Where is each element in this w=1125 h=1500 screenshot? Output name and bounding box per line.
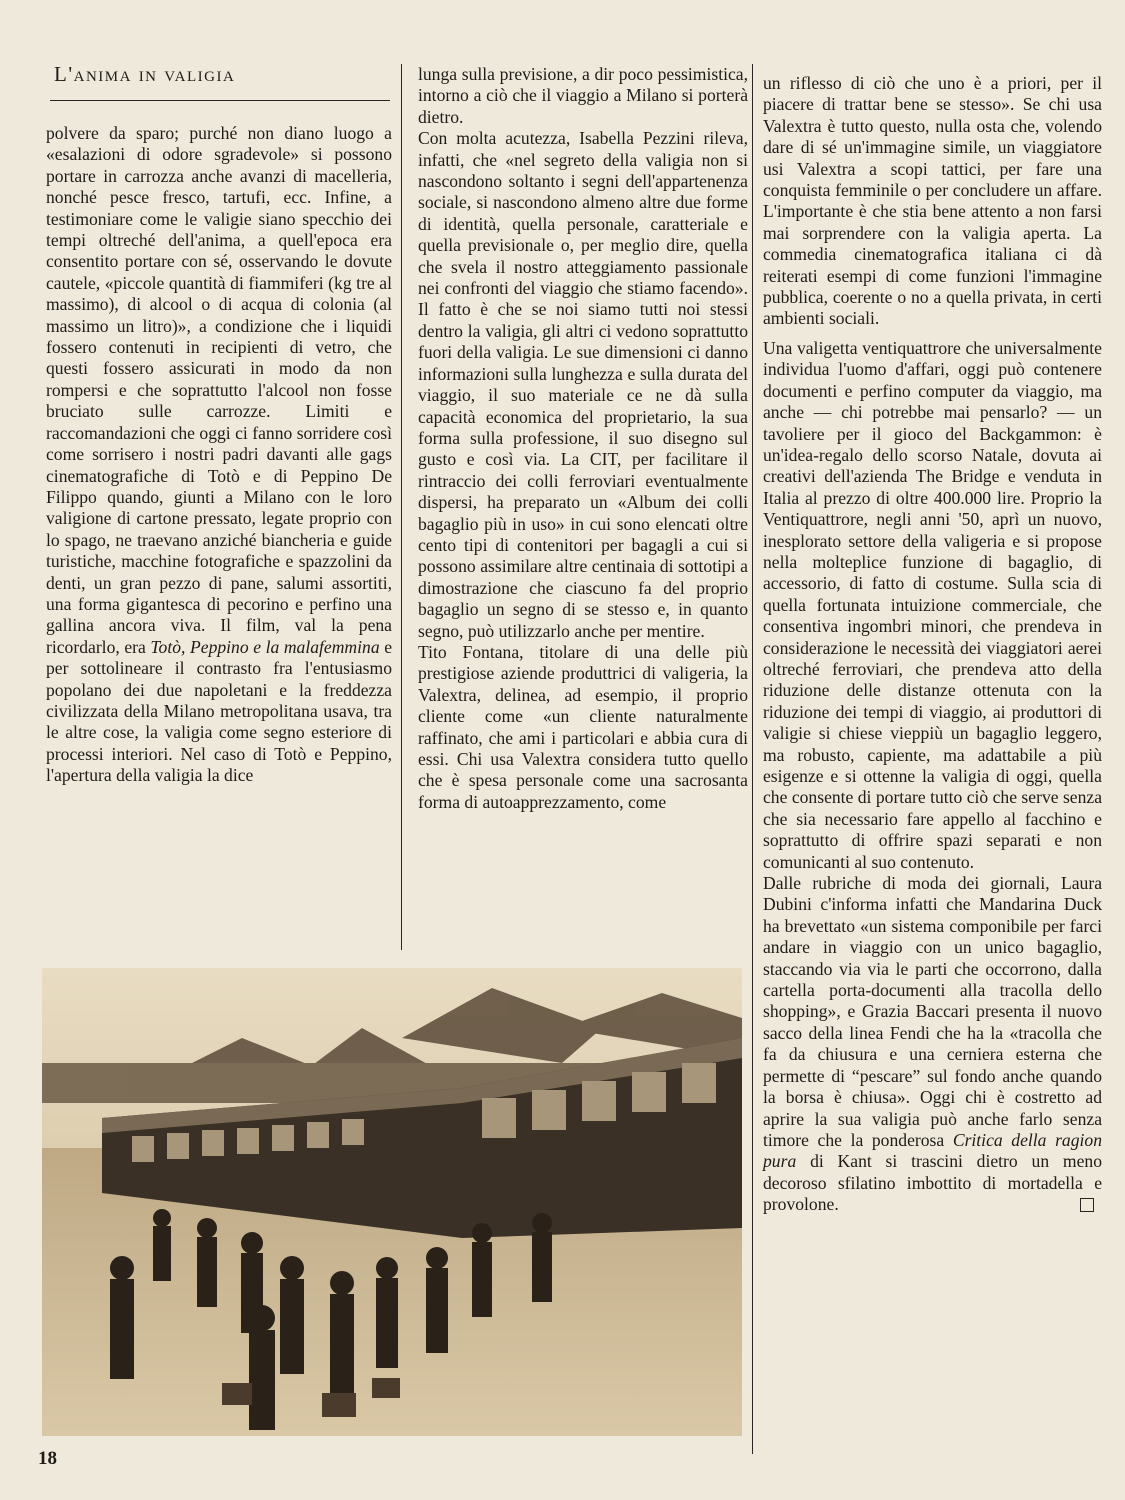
paragraph: lunga sulla previsione, a dir poco pessimistica, intorno a ciò che il viaggio a Milano si porterà dietro.	[418, 64, 748, 127]
paragraph	[763, 873, 1102, 1216]
paragraph-text: di Kant si trascini dietro un meno decoroso sfilatino imbottito di mortadella e provolone.	[763, 1151, 1103, 1215]
text-column-1	[46, 123, 392, 787]
text-column-3	[763, 73, 1102, 1216]
paragraph: un riflesso di ciò che uno è a priori, per il piacere di trattar bene se stesso». Se chi usa Valextra è tutto questo, nulla osta che, volendo dare di sé un'immagine simile, un viaggiatore usi Valextra a scopi tattici, per fare una conquista femminile o per concludere un affare. L'importante è che stia bene attento a non farsi mai sorprendere con la valigia aperta. La commedia cinematografica italiana ci dà reiterati esempi di come funzioni l'immagine pubblica, coerente o no a quella privata, in certi ambienti sociali.	[763, 73, 1102, 329]
paragraph: Una valigetta ventiquattrore che universalmente individua l'uomo d'affari, oggi può contenere documenti e perfino computer da viaggio, ma anche — chi potrebbe mai pensarlo? — un tavoliere per il gioco del Backgammon: è un'idea-regalo dello scorso Natale, dovuta ai creativi dell'azienda The Bridge e venduta in Italia al prezzo di oltre 400.000 lire. Proprio la Ventiquattrore, negli anni '50, aprì un nuovo, inesplorato settore della valigeria e si propose nella molteplice funzione di bagaglio, di accessorio, di fatto di costume. Sulla scia di quella fortunata intuizione commerciale, che consentiva ingombri minori, che prendeva in considerazione le necessità dei viaggiatori aerei oltreché ferroviari, che prendeva atto della riduzione delle distanze ottenuta con la riduzione dei tempi di viaggio, ai produttori di valigie si chiese vieppiù un bagaglio leggero, ma robusto, capiente, ma adattabile a più esigenze e si ottenne la valigia di oggi, quella che consente di portare tutto ciò che serve senza che sia necessario fare appello al facchino e soprattutto di offrire spazi separati e non comunicanti al suo contenuto.	[763, 337, 1103, 872]
paragraph-text: Dalle rubriche di moda dei giornali, Laura Dubini c'informa infatti che Mandarina Duck ha brevettato «un sistema componibile per farci andare in viaggio con un unico bagaglio, staccando via via le parti che occorrono, dalla cartella porta-documenti alla tracolla dello shopping», e Grazia Baccari presenta il nuovo sacco della linea Fendi che ha la «tracolla che fa da chiusura e una cerniera esterna che permette di “pescare” sul fondo anche quando la borsa è chiusa». Oggi chi è costretto ad aprire la sua valigia può anche farlo senza timore che la ponderosa	[763, 873, 1102, 1150]
column-divider-2	[752, 64, 753, 1454]
paragraph: Tito Fontana, titolare di una delle più prestigiose aziende produttrici di valigeria, la Valextra, delinea, ad esempio, il proprio cliente come «un cliente naturalmente raffinato, che ami i particolari e abbia cura di essi. Chi usa Valextra considera tutto quello che è spesa personale come una sacrosanta forma di autoapprezzamento, come	[418, 641, 748, 812]
paragraph	[46, 123, 392, 787]
column-divider-1	[401, 64, 402, 950]
paragraph-text: e per sottolineare il contrasto fra l'entusiasmo popolano dei due napoletani e la freddezza civilizzata della Milano metropolitana usava, tra le altre cose, la valigia come segno esteriore di processi interiori. Nel caso di Totò e Peppino, l'apertura della valigia la dice	[46, 636, 393, 786]
paragraph: Con molta acutezza, Isabella Pezzini rileva, infatti, che «nel segreto della valigia non si nascondono soltanto i segni dell'appartenenza sociale, si nascondono almeno altre due forme di identità, quella personale, caratteriale e quella previsionale o, per meglio dire, quella che svela il nostro atteggiamento passionale nei confronti del viaggio che stiamo facendo». Il fatto è che se noi siamo tutti noi stessi dentro la valigia, gli altri ci vedono soprattutto fuori della valigia. Le sue dimensioni ci danno informazioni sulla lunghezza e sulla durata del viaggio, il suo materiale ce ne dà sulla capacità economica del proprietario, la sua forma sulla professione, il suo disegno sul gusto e così via. La CIT, per facilitare il rintraccio dei colli ferroviari eventualmente dispersi, ha preparato un «Album dei colli bagaglio più in uso» in cui sono elencati oltre cento tipi di contenitori per bagagli a cui si possono assimilare altre centinaia di sottotipi a dimostrazione che ciascuno fa del proprio bagaglio un segno di se stesso e, in quanto segno, può utilizzarlo anche per mentire.	[418, 128, 748, 641]
book-title: Critica della ragion pura	[763, 1129, 1103, 1172]
text-column-2	[418, 64, 748, 813]
paragraph-text: polvere da sparo; purché non diano luogo a «esalazioni di odore sgradevole» si possono portare in carrozza anche avanzi di macelleria, nonché pesce fresco, tartufi, ecc. Infine, a testimoniare come le valigie siano specchio dei tempi oltreché dell'anima, a quell'epoca era consentito portare con sé, osservando le dovute cautele, «piccole quantità di fiammiferi (kg tre al massimo), di alcool o di acqua di colonia (al massimo un litro)», a condizione che i liquidi fossero contenuti in recipienti di vetro, che questi fossero assicurati in modo da non rompersi e che soprattutto l'alcool non fosse bruciato sulle carrozze. Limiti e raccomandazioni che oggi ci fanno sorridere così come sorrisero i nostri padri davanti alle gags cinematografiche di Totò e di Peppino De Filippo quando, giunti a Milano con le loro valigione di cartone pressato, legate proprio con lo spago, ne traevano anziché biancheria e guide turistiche, macchine fotografiche e spazzolini da denti, un gran pezzo di pane, salumi assortiti, una forma gigantesca di pecorino e perfino una gallina ancora viva. Il film, val la pena ricordarlo, era	[46, 123, 392, 657]
end-mark-icon	[1080, 1198, 1094, 1212]
section-title: L'anima in valigia	[54, 62, 236, 86]
film-title: Totò, Peppino e la malafemmina	[150, 636, 380, 657]
section-title-rule	[50, 100, 390, 101]
train-photo-illustration	[42, 968, 742, 1436]
page-number: 18	[38, 1448, 57, 1469]
train-station-photo	[42, 968, 742, 1436]
